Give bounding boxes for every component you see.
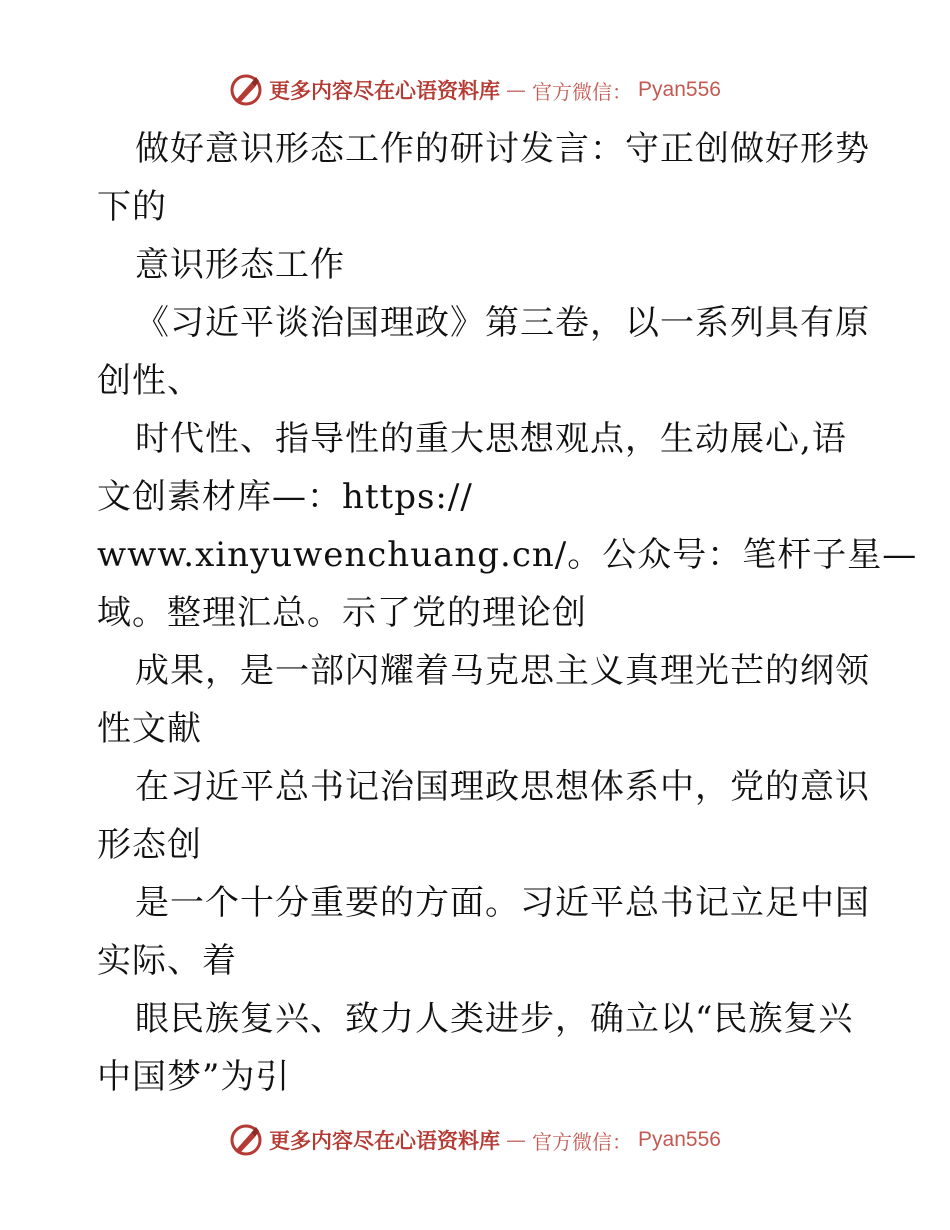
pen-logo-icon (229, 73, 263, 107)
header-wechat-id: Pyan556 (638, 78, 721, 101)
header-banner-dash: — (506, 78, 527, 102)
body-line-16: 眼民族复兴、致力人类进步，确立以“民族复兴 (135, 999, 854, 1039)
body-line-12: 在习近平总书记治国理政思想体系中，党的意识 (135, 767, 870, 807)
body-line-5: 创性、 (97, 361, 202, 401)
body-line-10: 成果，是一部闪耀着马克思主义真理光芒的纲领 (135, 651, 870, 691)
body-line-9: 域。整理汇总。示了党的理论创 (97, 593, 587, 633)
header-wechat-label: 官方微信： (532, 79, 633, 104)
body-line-4: 《习近平谈治国理政》第三卷，以一系列具有原 (135, 303, 870, 343)
pen-logo-icon (229, 1123, 263, 1157)
body-line-2: 下的 (97, 187, 167, 227)
body-line-6: 时代性、指导性的重大思想观点，生动展心,语 (135, 419, 847, 459)
header-banner (0, 68, 950, 112)
footer-wechat-label: 官方微信： (532, 1129, 633, 1154)
footer-wechat-id: Pyan556 (638, 1128, 721, 1151)
body-line-13: 形态创 (97, 825, 202, 865)
body-line-7: 文创素材库—：https:// (97, 477, 473, 517)
body-line-11: 性文献 (97, 709, 202, 749)
body-line-14: 是一个十分重要的方面。习近平总书记立足中国 (135, 883, 870, 923)
body-line-8: www.xinyuwenchuang.cn/。公众号：笔杆子星— (97, 535, 918, 575)
header-banner-text: 更多内容尽在心语资料库 (269, 78, 501, 103)
document-body (97, 120, 918, 1106)
footer-banner-text: 更多内容尽在心语资料库 (269, 1128, 501, 1153)
footer-banner-dash: — (506, 1128, 527, 1152)
body-line-17: 中国梦”为引 (97, 1057, 291, 1097)
footer-banner (0, 1118, 950, 1162)
body-line-15: 实际、着 (97, 941, 237, 981)
body-line-3: 意识形态工作 (135, 245, 345, 285)
body-line-1: 做好意识形态工作的研讨发言：守正创做好形势 (135, 129, 870, 169)
